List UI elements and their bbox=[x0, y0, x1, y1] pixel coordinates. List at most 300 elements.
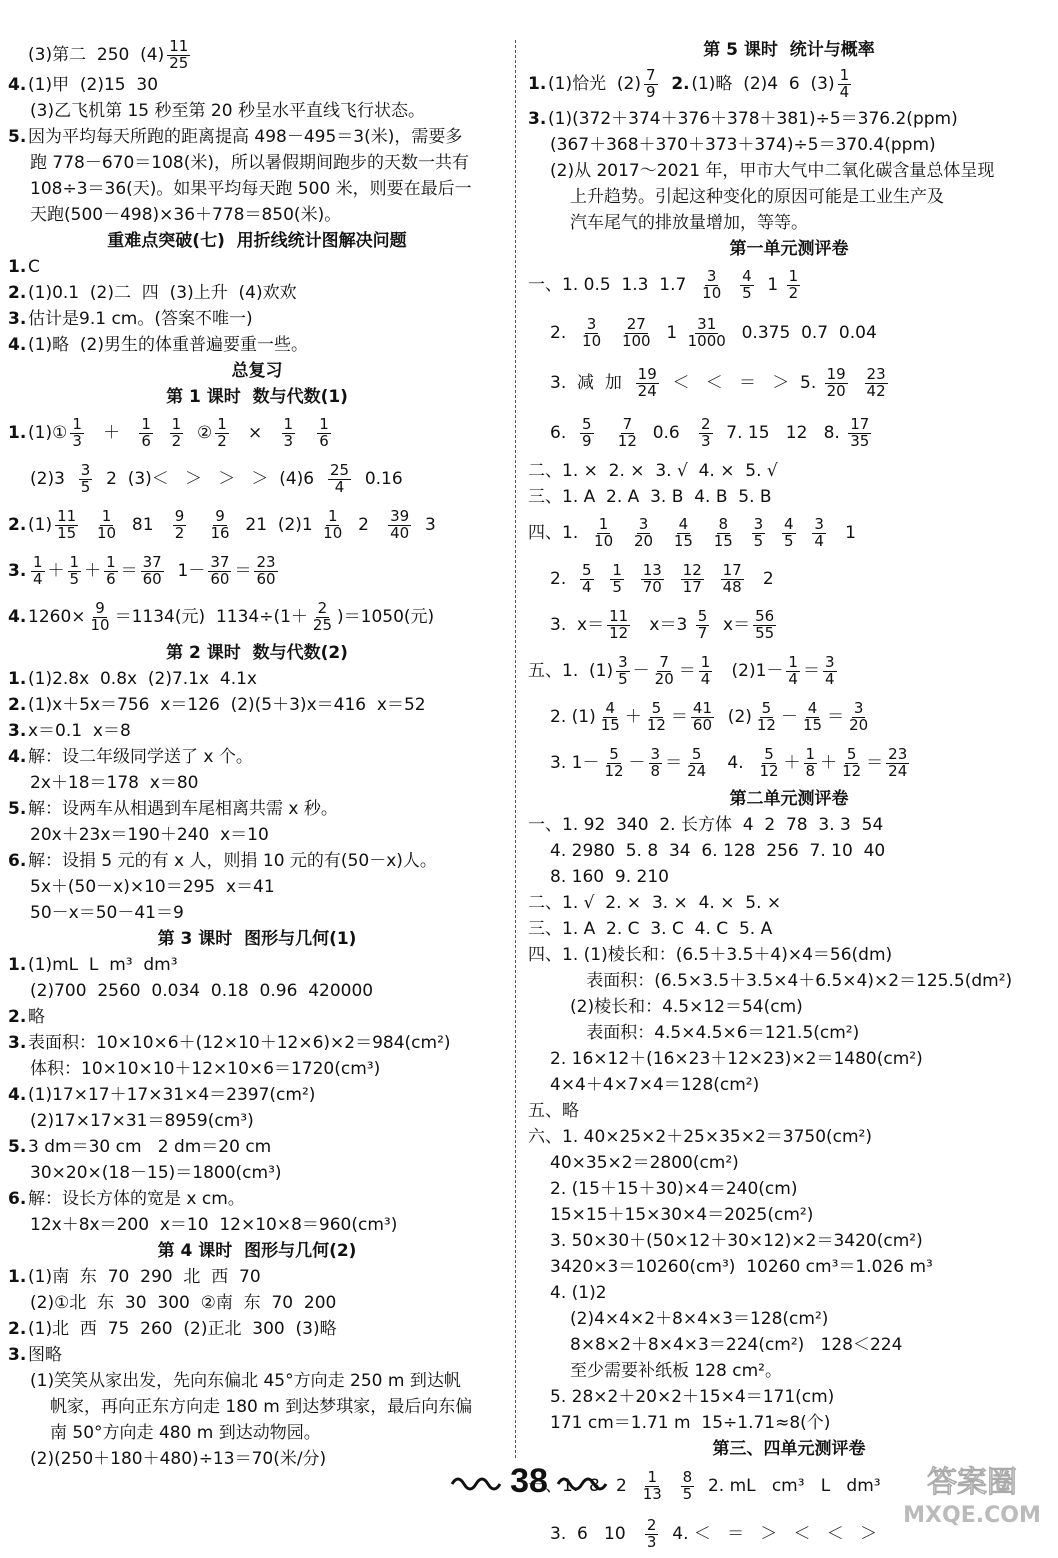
numerator: 7 bbox=[622, 414, 633, 433]
fraction bbox=[607, 606, 630, 642]
answer-line bbox=[528, 694, 1050, 740]
answer-text bbox=[618, 525, 629, 542]
denominator: 5 bbox=[742, 283, 752, 302]
answer-text: 2. (15＋15＋30)×4＝240(cm) bbox=[550, 1178, 798, 1199]
item-number: 3. bbox=[8, 720, 27, 741]
fraction bbox=[104, 552, 118, 588]
answer-line bbox=[528, 1124, 1050, 1150]
answer-text: 汽车尾气的排放量增加，等等。 bbox=[570, 212, 808, 233]
answer-line bbox=[528, 1098, 1050, 1124]
item-number: 2. bbox=[8, 1006, 27, 1027]
numerator: 8 bbox=[682, 1467, 693, 1486]
answer-line bbox=[8, 594, 506, 640]
answer-line bbox=[528, 1384, 1050, 1410]
answer-text: 略 bbox=[28, 1006, 45, 1027]
answer-text: (1)北 西 75 260 (2)正北 300 (3)略 bbox=[28, 1318, 337, 1339]
answer-text bbox=[606, 325, 617, 342]
answer-text: 3 dm＝30 cm 2 dm＝20 cm bbox=[28, 1136, 272, 1157]
denominator: 16 bbox=[210, 523, 230, 542]
denominator: 15 bbox=[600, 715, 620, 734]
denominator: 5 bbox=[69, 569, 80, 588]
answer-text: 12x＋8x＝200 x＝10 12×10×8＝960(cm³) bbox=[30, 1214, 398, 1235]
denominator: 9 bbox=[582, 431, 592, 450]
answer-line bbox=[8, 1394, 506, 1420]
fraction bbox=[787, 266, 801, 302]
fraction bbox=[699, 652, 713, 688]
answer-text: (2)从 2017～2021 年，甲市大气中二氧化碳含量总体呈现 bbox=[550, 160, 995, 181]
numerator: 41 bbox=[692, 698, 712, 717]
denominator: 4 bbox=[582, 577, 592, 596]
answer-line bbox=[528, 1046, 1050, 1072]
numerator: 2 bbox=[317, 598, 328, 617]
denominator: 5 bbox=[784, 531, 794, 550]
answer-line bbox=[8, 1030, 506, 1056]
denominator: 1000 bbox=[687, 331, 726, 350]
denominator: 15 bbox=[802, 715, 823, 734]
answer-text: 第 3 课时 图形与几何(1) bbox=[157, 928, 357, 949]
answer-line bbox=[8, 952, 506, 978]
answer-text: ＝ bbox=[802, 660, 820, 681]
answer-line bbox=[528, 1020, 1050, 1046]
numerator: 1 bbox=[598, 514, 609, 533]
answer-line bbox=[528, 106, 1050, 132]
item-number: 1. bbox=[8, 668, 27, 689]
answer-line bbox=[528, 1254, 1050, 1280]
answer-line bbox=[8, 978, 506, 1004]
answer-line bbox=[528, 184, 1050, 210]
item-number: 1. bbox=[8, 422, 27, 443]
answer-line bbox=[528, 916, 1050, 942]
answer-text: 第一单元测评卷 bbox=[729, 238, 849, 259]
numerator: 4 bbox=[605, 698, 616, 717]
numerator: 1 bbox=[327, 506, 338, 525]
denominator: 100 bbox=[621, 331, 651, 350]
numerator: 1 bbox=[171, 414, 182, 433]
numerator: 1 bbox=[788, 652, 798, 671]
answer-text: 21 (2)1 bbox=[234, 514, 319, 535]
right-column bbox=[528, 38, 1050, 1558]
answer-text: (2)1－ bbox=[715, 660, 784, 681]
answer-line bbox=[8, 1056, 506, 1082]
answer-text: 四、1. bbox=[528, 522, 590, 543]
answer-line bbox=[8, 202, 506, 228]
answer-line bbox=[528, 210, 1050, 236]
numerator: 1 bbox=[69, 552, 80, 571]
numerator: 11 bbox=[57, 506, 77, 525]
answer-text: (1)0.1 (2)二 四 (3)上升 (4)欢欢 bbox=[28, 282, 297, 303]
answer-text: 一、1. 0.5 1.3 1.7 bbox=[528, 274, 698, 295]
answer-line bbox=[8, 150, 506, 176]
answer-line bbox=[528, 1306, 1050, 1332]
denominator: 24 bbox=[888, 761, 908, 780]
numerator: 2 bbox=[700, 414, 711, 433]
answer-text: ＝ bbox=[678, 660, 696, 681]
fraction bbox=[55, 506, 78, 542]
answer-line bbox=[8, 822, 506, 848]
fraction bbox=[620, 314, 653, 350]
denominator: 4 bbox=[788, 669, 798, 688]
answer-text: (2)棱长和：4.5×12＝54(cm) bbox=[570, 996, 803, 1017]
fraction bbox=[208, 552, 231, 588]
answer-line bbox=[528, 484, 1050, 510]
fraction bbox=[141, 552, 164, 588]
answer-line bbox=[528, 968, 1050, 994]
fraction bbox=[254, 552, 277, 588]
answer-line bbox=[8, 900, 506, 926]
fraction bbox=[167, 36, 190, 72]
answer-text: (1)甲 (2)15 30 bbox=[28, 74, 159, 95]
answer-text: 第二单元测评卷 bbox=[729, 788, 849, 809]
answer-line bbox=[8, 796, 506, 822]
numerator: 1 bbox=[612, 560, 622, 579]
answer-text: 二、1. √ 2. × 3. × 4. × 5. × bbox=[528, 892, 782, 913]
answer-text: 2x＋18＝178 x＝80 bbox=[30, 772, 199, 793]
answer-text: ＋ bbox=[624, 706, 642, 727]
denominator: 6 bbox=[141, 431, 151, 450]
denominator: 5 bbox=[753, 531, 764, 550]
denominator: 15 bbox=[57, 523, 77, 542]
answer-line bbox=[528, 1280, 1050, 1306]
watermark-logo bbox=[892, 1462, 1052, 1528]
answer-text: 五、1. (1) bbox=[528, 660, 614, 681]
answer-text bbox=[81, 517, 92, 534]
numerator: 3 bbox=[638, 514, 649, 533]
fraction bbox=[691, 698, 714, 734]
answer-text: 4. bbox=[711, 752, 755, 773]
answer-line bbox=[528, 1072, 1050, 1098]
fraction bbox=[753, 606, 776, 642]
answer-text bbox=[707, 571, 718, 588]
answer-line bbox=[528, 458, 1050, 484]
answer-text bbox=[298, 425, 314, 442]
fraction bbox=[31, 552, 45, 588]
denominator: 10 bbox=[97, 523, 117, 542]
numerator: 1 bbox=[217, 414, 227, 433]
answer-text bbox=[851, 375, 862, 392]
answer-text: 1260× bbox=[28, 606, 86, 627]
denominator: 4 bbox=[700, 669, 711, 688]
answer-text: (1)x＋5x＝756 x＝126 (2)(5＋3)x＝416 x＝52 bbox=[28, 694, 426, 715]
answer-text: x＝0.1 x＝8 bbox=[28, 720, 131, 741]
numerator: 17 bbox=[722, 560, 742, 579]
denominator: 3 bbox=[72, 431, 82, 450]
answer-text: 第 2 课时 数与代数(2) bbox=[166, 642, 348, 663]
answer-text: 2. 16×12＋(16×23＋12×23)×2＝1480(cm²) bbox=[550, 1048, 923, 1069]
fraction bbox=[847, 698, 870, 734]
fraction bbox=[752, 514, 766, 550]
numerator: 3 bbox=[824, 652, 835, 671]
answer-text: 3. x＝ bbox=[550, 614, 605, 635]
numerator: 1 bbox=[647, 1467, 657, 1486]
column-divider bbox=[515, 40, 516, 1458]
answer-text: (2)3 bbox=[30, 468, 76, 489]
section-heading bbox=[8, 358, 506, 384]
answer-text: 2 bbox=[347, 514, 386, 535]
denominator: 25 bbox=[169, 53, 189, 72]
numerator: 19 bbox=[637, 364, 657, 383]
fraction bbox=[755, 698, 778, 734]
fraction bbox=[685, 744, 708, 780]
answer-text: 表面积：4.5×4.5×6＝121.5(cm²) bbox=[570, 1022, 860, 1043]
watermark-top: 答案圈 bbox=[927, 1465, 1017, 1500]
answer-line bbox=[528, 1228, 1050, 1254]
answer-text: 2 (3)＜ ＞ ＞ ＞ (4)6 bbox=[95, 468, 325, 489]
item-number: 1. bbox=[528, 73, 547, 94]
numerator: 5 bbox=[582, 414, 592, 433]
fraction bbox=[68, 552, 82, 588]
numerator: 1 bbox=[101, 506, 112, 525]
answer-text: 4. ＜ ＝ ＞ ＜ ＜ ＞ bbox=[661, 1523, 877, 1544]
answer-text bbox=[799, 525, 810, 542]
numerator: 7 bbox=[659, 652, 669, 671]
item-number: 6. bbox=[8, 850, 27, 871]
answer-line bbox=[8, 548, 506, 594]
answer-text: 4. 2980 5. 8 34 6. 128 256 7. 10 40 bbox=[550, 840, 886, 861]
denominator: 20 bbox=[633, 531, 654, 550]
ornament-right-icon bbox=[556, 1472, 608, 1492]
fraction bbox=[782, 514, 796, 550]
denominator: 3 bbox=[283, 431, 294, 450]
answer-text: － bbox=[632, 660, 650, 681]
section-heading bbox=[8, 1238, 506, 1264]
answer-text: 跑 778－670＝108(米)，所以暑假期间跑步的天数一共有 bbox=[30, 152, 470, 173]
answer-line bbox=[8, 1186, 506, 1212]
answer-line bbox=[528, 1358, 1050, 1384]
answer-line bbox=[8, 410, 506, 456]
numerator: 1 bbox=[283, 414, 294, 433]
answer-text: 7. 15 12 8. bbox=[715, 422, 846, 443]
answer-line bbox=[8, 124, 506, 150]
answer-text bbox=[189, 517, 205, 534]
answer-line bbox=[528, 358, 1050, 408]
fraction bbox=[812, 514, 826, 550]
answer-text: 至少需要补纸板 128 cm²。 bbox=[570, 1360, 782, 1381]
numerator: 1 bbox=[319, 414, 329, 433]
answer-text: ② bbox=[186, 422, 213, 443]
item-number: 3. bbox=[528, 108, 547, 129]
answer-text: 图略 bbox=[28, 1344, 62, 1365]
answer-text: 解：设长方体的宽是 x cm。 bbox=[28, 1188, 245, 1209]
answer-text: 一、1. 92 340 2. 长方体 4 2 78 3. 3 54 bbox=[528, 814, 884, 835]
answer-text bbox=[658, 525, 669, 542]
answer-line bbox=[8, 332, 506, 358]
answer-text: (1)mL L m³ dm³ bbox=[28, 954, 178, 975]
item-number: 2. bbox=[8, 694, 27, 715]
item-number: 5. bbox=[8, 126, 27, 147]
answer-line bbox=[528, 740, 1050, 786]
answer-text: (1)南 东 70 290 北 西 70 bbox=[28, 1266, 261, 1287]
answer-text: 二、1. × 2. × 3. √ 4. × 5. √ bbox=[528, 460, 778, 481]
denominator: 2 bbox=[788, 283, 799, 302]
numerator: 3 bbox=[706, 266, 717, 285]
answer-line bbox=[8, 38, 506, 72]
answer-line bbox=[8, 1342, 506, 1368]
denominator: 17 bbox=[682, 577, 702, 596]
numerator: 2 bbox=[646, 1515, 657, 1534]
denominator: 12 bbox=[609, 623, 629, 642]
answer-line bbox=[528, 648, 1050, 694]
answer-text: 第 5 课时 统计与概率 bbox=[703, 39, 875, 60]
answer-text: 五、略 bbox=[528, 1100, 579, 1121]
numerator: 1 bbox=[141, 414, 151, 433]
fraction bbox=[696, 606, 710, 642]
answer-text: 0.16 bbox=[354, 468, 403, 489]
numerator: 19 bbox=[826, 364, 846, 383]
item-number: 2. bbox=[8, 514, 27, 535]
numerator: 3 bbox=[80, 460, 91, 479]
denominator: 12 bbox=[646, 715, 666, 734]
answer-line bbox=[528, 510, 1050, 556]
answer-line bbox=[8, 1160, 506, 1186]
answer-text: 重难点突破(七) 用折线统计图解决问题 bbox=[107, 230, 407, 251]
numerator: 1 bbox=[839, 65, 850, 84]
answer-text: (1)① bbox=[28, 422, 68, 443]
numerator: 4 bbox=[742, 266, 752, 285]
answer-line bbox=[528, 556, 1050, 602]
section-heading bbox=[8, 228, 506, 254]
item-number: 2. bbox=[8, 1318, 27, 1339]
answer-text: 天跑(500－498)×36＋778＝850(米)。 bbox=[30, 204, 342, 225]
item-number: 3. bbox=[8, 308, 27, 329]
numerator: 39 bbox=[390, 506, 410, 525]
fraction bbox=[644, 65, 658, 101]
answer-text: ＝1134(元) 1134÷(1＋ bbox=[114, 606, 308, 627]
answer-text: 1 bbox=[828, 522, 856, 543]
numerator: 31 bbox=[697, 314, 717, 333]
answer-text: C bbox=[28, 256, 40, 277]
answer-line bbox=[528, 602, 1050, 648]
item-number: 2. bbox=[671, 73, 690, 94]
answer-text: 2. bbox=[550, 322, 578, 343]
answer-text: ＝ bbox=[827, 706, 845, 727]
answer-text: ＝ bbox=[670, 706, 688, 727]
fraction bbox=[848, 414, 871, 450]
answer-line bbox=[528, 890, 1050, 916]
denominator: 3 bbox=[646, 1532, 657, 1551]
answer-text: 2 bbox=[746, 568, 774, 589]
denominator: 3 bbox=[700, 431, 711, 450]
answer-text: ＋ bbox=[783, 752, 801, 773]
item-number: 4. bbox=[8, 74, 27, 95]
item-number: 3. bbox=[8, 1032, 27, 1053]
numerator: 11 bbox=[169, 36, 189, 55]
fraction bbox=[757, 744, 780, 780]
denominator: 60 bbox=[692, 715, 712, 734]
numerator: 5 bbox=[691, 744, 702, 763]
answer-text: 因为平均每天所跑的距离提高 498－495＝3(米)，需要多 bbox=[28, 126, 463, 147]
answer-text: ＝ bbox=[665, 752, 683, 773]
answer-text: (2)4×4×2＋8×4×3＝128(cm²) bbox=[570, 1308, 829, 1329]
answer-text bbox=[667, 571, 678, 588]
answer-text: 1 bbox=[756, 274, 784, 295]
numerator: 9 bbox=[215, 506, 225, 525]
answer-line bbox=[8, 306, 506, 332]
numerator: 4 bbox=[807, 698, 818, 717]
answer-text: (3)第二 250 (4) bbox=[28, 44, 165, 65]
numerator: 5 bbox=[582, 560, 592, 579]
denominator: 5 bbox=[682, 1484, 693, 1503]
answer-line bbox=[8, 1212, 506, 1238]
answer-text: 81 bbox=[121, 514, 170, 535]
answer-line bbox=[8, 1082, 506, 1108]
answer-text: 三、1. A 2. C 3. C 4. C 5. A bbox=[528, 918, 773, 939]
answer-text: (3)乙飞机第 15 秒至第 20 秒呈水平直线飞行状态。 bbox=[30, 100, 425, 121]
numerator: 3 bbox=[814, 514, 824, 533]
answer-text: )＝1050(元) bbox=[337, 606, 435, 627]
denominator: 12 bbox=[756, 715, 776, 734]
answer-text: 1 bbox=[655, 322, 683, 343]
numerator: 37 bbox=[210, 552, 230, 571]
fraction bbox=[840, 744, 863, 780]
left-column bbox=[8, 38, 506, 1472]
fraction bbox=[699, 414, 713, 450]
answer-line bbox=[8, 692, 506, 718]
fraction bbox=[321, 506, 344, 542]
answer-text: (2) bbox=[717, 706, 752, 727]
answer-line bbox=[8, 666, 506, 692]
numerator: 25 bbox=[329, 460, 350, 479]
answer-text: 108÷3＝36(天)。如果平均每天跑 500 米，则要在最后一 bbox=[30, 178, 472, 199]
numerator: 17 bbox=[850, 414, 870, 433]
fraction bbox=[645, 698, 668, 734]
item-number: 1. bbox=[8, 954, 27, 975]
section-heading bbox=[528, 1436, 1050, 1462]
fraction bbox=[801, 698, 824, 734]
numerator: 7 bbox=[645, 65, 656, 84]
watermark-bottom: MXQE.COM bbox=[903, 1503, 1041, 1528]
fraction bbox=[886, 744, 909, 780]
answer-line bbox=[8, 848, 506, 874]
numerator: 5 bbox=[764, 744, 774, 763]
denominator: 10 bbox=[582, 331, 602, 350]
answer-text: (1)略 (2)4 6 (3) bbox=[691, 73, 835, 94]
numerator: 9 bbox=[174, 506, 185, 525]
answer-line bbox=[528, 994, 1050, 1020]
answer-text: (1)17×17＋17×31×4＝2397(cm²) bbox=[28, 1084, 316, 1105]
denominator: 4 bbox=[814, 531, 824, 550]
numerator: 1 bbox=[33, 552, 43, 571]
denominator: 2 bbox=[217, 431, 227, 450]
answer-text: 3. 6 10 bbox=[550, 1523, 642, 1544]
denominator: 8 bbox=[650, 761, 661, 780]
answer-text: 总复习 bbox=[231, 360, 283, 381]
item-number: 1. bbox=[8, 256, 27, 277]
denominator: 24 bbox=[637, 381, 657, 400]
section-heading bbox=[8, 384, 506, 410]
fraction bbox=[825, 364, 848, 400]
fraction bbox=[823, 652, 837, 688]
fraction bbox=[616, 414, 639, 450]
item-number: 4. bbox=[8, 746, 27, 767]
denominator: 10 bbox=[90, 615, 110, 634]
answer-text bbox=[661, 76, 672, 93]
numerator: 3 bbox=[650, 744, 661, 763]
fraction bbox=[170, 414, 184, 450]
answer-line bbox=[528, 812, 1050, 838]
answer-text: (1) bbox=[28, 514, 53, 535]
denominator: 8 bbox=[805, 761, 816, 780]
fraction bbox=[602, 744, 625, 780]
fraction bbox=[215, 414, 229, 450]
answer-text: (2)17×17×31＝8959(cm³) bbox=[30, 1110, 254, 1131]
answer-text: 解：设捐 5 元的有 x 人，则捐 10 元的有(50－x)人。 bbox=[28, 850, 437, 871]
answer-text bbox=[738, 525, 749, 542]
answer-line bbox=[8, 874, 506, 900]
section-heading bbox=[8, 926, 506, 952]
answer-line bbox=[8, 770, 506, 796]
item-number: 3. bbox=[8, 560, 27, 581]
fraction bbox=[681, 560, 704, 596]
